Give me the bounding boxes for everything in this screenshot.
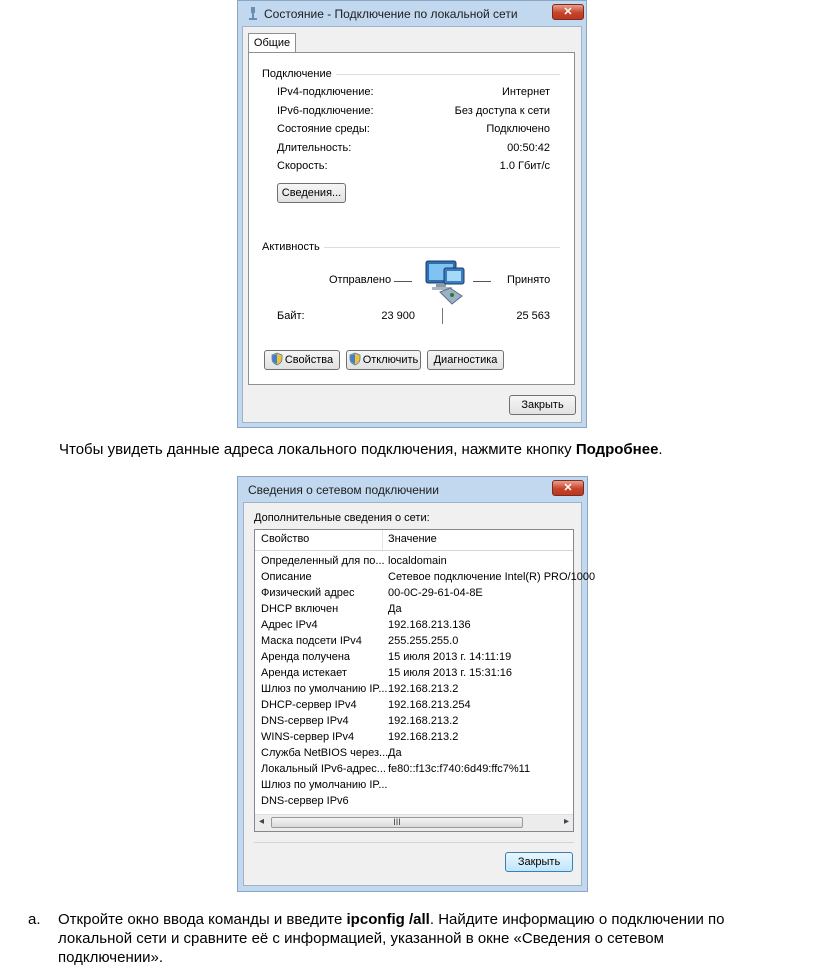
shield-icon <box>349 353 361 365</box>
list-item[interactable] <box>255 762 573 778</box>
scrollbar-thumb[interactable]: III <box>271 817 523 828</box>
speed-value: 1.0 Гбит/с <box>499 160 550 172</box>
scroll-left-arrow-icon[interactable]: ◂ <box>259 816 265 827</box>
list-item[interactable] <box>255 682 573 698</box>
step-a-text1: Откройте окно ввода команды и введите <box>58 911 347 928</box>
row-property: Маска подсети IPv4 <box>261 635 362 647</box>
scroll-right-arrow-icon[interactable]: ▸ <box>563 816 569 827</box>
received-bytes-value: 25 563 <box>516 310 550 322</box>
list-item[interactable] <box>255 650 573 666</box>
list-item[interactable] <box>255 666 573 682</box>
connection-group-label: Подключение <box>262 68 336 80</box>
row-property: Физический адрес <box>261 587 355 599</box>
step-a-line3: подключении». <box>58 949 163 966</box>
speed-label: Скорость: <box>277 160 328 172</box>
row-property: Аренда истекает <box>261 667 347 679</box>
ipv4-value: Интернет <box>502 86 550 98</box>
general-panel <box>248 52 575 385</box>
shield-icon <box>271 353 283 365</box>
status-close-button[interactable]: Закрыть <box>509 395 576 415</box>
step-a-line1 <box>58 910 798 929</box>
row-value: Да <box>388 747 402 759</box>
row-value: 192.168.213.254 <box>388 699 471 711</box>
details-separator <box>254 842 574 843</box>
list-item[interactable] <box>255 586 573 602</box>
list-item[interactable] <box>255 602 573 618</box>
row-property: Локальный IPv6-адрес... <box>261 763 386 775</box>
row-value: 255.255.255.0 <box>388 635 459 647</box>
list-item[interactable] <box>255 618 573 634</box>
instruction-text: Чтобы увидеть данные адреса локального подключения, нажмите кнопку <box>59 441 576 458</box>
row-property: Адрес IPv4 <box>261 619 318 631</box>
row-value: 192.168.213.2 <box>388 715 459 727</box>
row-value: Да <box>388 603 402 615</box>
row-property: Шлюз по умолчанию IP... <box>261 779 388 791</box>
activity-divider <box>442 308 443 324</box>
row-property: DHCP-сервер IPv4 <box>261 699 357 711</box>
list-item[interactable] <box>255 778 573 794</box>
ipv6-value: Без доступа к сети <box>454 105 550 117</box>
row-value: 15 июля 2013 г. 14:11:19 <box>388 651 512 663</box>
column-header-value[interactable]: Значение <box>388 533 437 545</box>
step-a-command: ipconfig /all <box>346 911 430 928</box>
column-header-property[interactable]: Свойство <box>261 533 310 545</box>
row-property: Описание <box>261 571 312 583</box>
sent-label: Отправлено <box>329 274 392 286</box>
properties-button[interactable] <box>264 350 340 370</box>
status-window-titlebar[interactable] <box>238 1 586 27</box>
network-activity-icon <box>422 258 468 306</box>
list-item[interactable] <box>255 634 573 650</box>
disable-button[interactable] <box>346 350 421 370</box>
duration-label: Длительность: <box>277 142 352 154</box>
row-value: localdomain <box>388 555 447 567</box>
details-button[interactable]: Сведения... <box>277 183 346 203</box>
row-value: 192.168.213.2 <box>388 683 459 695</box>
row-value: Сетевое подключение Intel(R) PRO/1000 <box>388 571 596 583</box>
row-property: Аренда получена <box>261 651 351 663</box>
properties-button-label: Свойства <box>284 354 334 366</box>
diagnose-button[interactable]: Диагностика <box>427 350 504 370</box>
instruction-paragraph <box>59 440 663 459</box>
received-label: Принято <box>507 274 551 286</box>
list-item[interactable] <box>255 746 573 762</box>
list-item[interactable] <box>255 794 573 810</box>
details-subtitle: Дополнительные сведения о сети: <box>254 512 430 524</box>
row-value: fe80::f13c:f740:6d49:ffc7%11 <box>388 763 531 775</box>
details-list[interactable] <box>254 529 596 832</box>
status-window-title: Состояние - Подключение по локальной сети <box>264 7 518 21</box>
sent-bytes-value: 23 900 <box>381 310 415 322</box>
list-item[interactable] <box>255 698 573 714</box>
list-item[interactable] <box>255 570 596 586</box>
network-icon <box>247 7 259 21</box>
row-property: DNS-сервер IPv4 <box>261 715 349 727</box>
status-window-close-button[interactable]: ✕ <box>552 4 584 20</box>
instruction-bold: Подробнее <box>575 441 659 458</box>
details-window-titlebar[interactable] <box>238 477 587 503</box>
step-a-text2: . Найдите информацию о подключении по <box>429 911 725 928</box>
step-a-paragraph <box>58 910 798 967</box>
list-item[interactable] <box>255 554 573 570</box>
row-property: Служба NetBIOS через... <box>261 747 389 759</box>
received-line <box>473 281 491 282</box>
ipv4-label: IPv4-подключение: <box>277 86 374 98</box>
details-window-close-button[interactable]: ✕ <box>552 480 584 496</box>
column-separator <box>382 530 383 550</box>
duration-value: 00:50:42 <box>507 142 550 154</box>
instruction-end: . <box>658 441 663 458</box>
details-close-button[interactable]: Закрыть <box>505 852 573 872</box>
list-item[interactable] <box>255 730 573 746</box>
step-a-line2: локальной сети и сравните её с информацией, указанной в окне «Сведения о сетевом <box>58 930 664 947</box>
list-item[interactable] <box>255 714 573 730</box>
row-property: Определенный для по... <box>261 555 385 567</box>
media-state-label: Состояние среды: <box>277 123 370 135</box>
row-property: WINS-сервер IPv4 <box>261 731 355 743</box>
bytes-label: Байт: <box>277 310 305 322</box>
row-property: DNS-сервер IPv6 <box>261 795 349 807</box>
tab-general[interactable]: Общие <box>248 33 296 53</box>
step-marker: a. <box>28 911 41 928</box>
row-property: DHCP включен <box>261 603 339 615</box>
row-value: 15 июля 2013 г. 15:31:16 <box>388 667 513 679</box>
list-header <box>255 530 573 551</box>
row-value: 192.168.213.136 <box>388 619 471 631</box>
activity-group-label: Активность <box>262 241 324 253</box>
horizontal-scrollbar[interactable] <box>255 814 573 831</box>
row-property: Шлюз по умолчанию IP... <box>261 683 388 695</box>
media-state-value: Подключено <box>486 123 550 135</box>
row-value: 00-0C-29-61-04-8E <box>388 587 483 599</box>
sent-line <box>394 281 412 282</box>
row-value: 192.168.213.2 <box>388 731 459 743</box>
details-window-title: Сведения о сетевом подключении <box>248 483 439 497</box>
disable-button-label: Отключить <box>362 354 419 366</box>
ipv6-label: IPv6-подключение: <box>277 105 374 117</box>
